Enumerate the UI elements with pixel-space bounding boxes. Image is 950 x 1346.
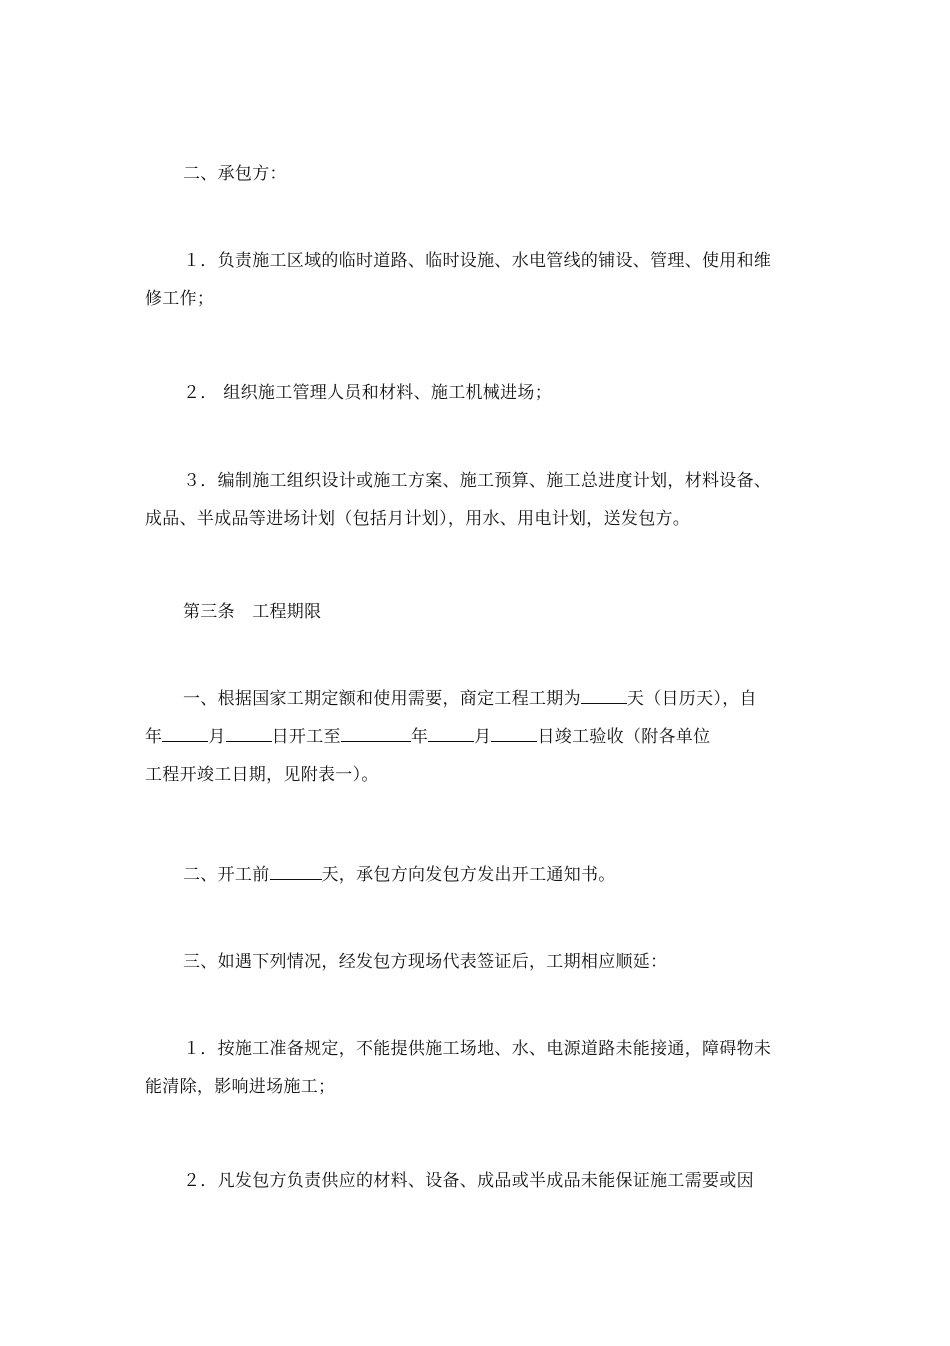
paragraph-text: 二、承包方： — [183, 164, 287, 184]
text-segment: 日竣工验收（附各单位 — [537, 727, 711, 747]
term-clause-3 — [145, 943, 810, 981]
text-segment: 年 — [145, 727, 163, 747]
paragraph-line: １．按施工准备规定，不能提供施工场地、水、电源道路未能接通，障碍物未 — [183, 1039, 772, 1059]
blank-end-year[interactable] — [428, 721, 474, 742]
section-contractor-heading — [145, 155, 810, 193]
text-segment: 月 — [208, 727, 226, 747]
blank-days-field[interactable] — [581, 683, 627, 704]
contractor-item-2 — [145, 374, 810, 412]
blank-start-day-end-year[interactable] — [341, 721, 411, 742]
paragraph-line: 修工作； — [145, 289, 215, 309]
paragraph-text: ２．凡发包方负责供应的材料、设备、成品或半成品未能保证施工需要或因 — [183, 1171, 754, 1191]
paragraph-line — [145, 680, 810, 718]
paragraph-line: 能清除，影响进场施工； — [145, 1077, 336, 1097]
paragraph-text: ２． 组织施工管理人员和材料、施工机械进场； — [183, 383, 553, 403]
text-segment: 日开工至 — [271, 727, 341, 747]
blank-notice-days[interactable] — [270, 859, 322, 880]
paragraph-text: 第三条 工程期限 — [183, 602, 322, 622]
term-clause-1 — [145, 680, 810, 794]
paragraph-line: １．负责施工区域的临时道路、临时设施、水电管线的铺设、管理、使用和维 — [183, 251, 772, 271]
delay-item-2 — [145, 1162, 810, 1200]
text-segment: 天，承包方向发包方发出开工通知书。 — [321, 865, 616, 885]
text-segment: 天（日历天），自 — [626, 689, 757, 709]
text-segment: 二、开工前 — [183, 865, 270, 885]
paragraph-line — [145, 856, 810, 894]
text-segment: 年 — [410, 727, 429, 747]
delay-item-1 — [145, 1030, 810, 1106]
article-three-heading — [145, 593, 810, 631]
paragraph-line: 工程开竣工日期，见附表一）。 — [145, 765, 379, 785]
contractor-item-3 — [145, 462, 810, 538]
term-clause-2 — [145, 856, 810, 894]
blank-start-year[interactable] — [162, 721, 208, 742]
paragraph-text: 三、如遇下列情况，经发包方现场代表签证后，工期相应顺延： — [183, 952, 668, 972]
text-segment: 月 — [474, 727, 492, 747]
paragraph-line: 成品、半成品等进场计划（包括月计划），用水、用电计划，送发包方。 — [145, 509, 691, 529]
paragraph-line: ３．编制施工组织设计或施工方案、施工预算、施工总进度计划，材料设备、 — [183, 471, 772, 491]
text-segment: 一、根据国家工期定额和使用需要，商定工程工期为 — [183, 689, 581, 709]
blank-start-month[interactable] — [226, 721, 272, 742]
paragraph-line — [145, 718, 810, 756]
contractor-item-1 — [145, 242, 810, 318]
blank-end-month[interactable] — [491, 721, 537, 742]
